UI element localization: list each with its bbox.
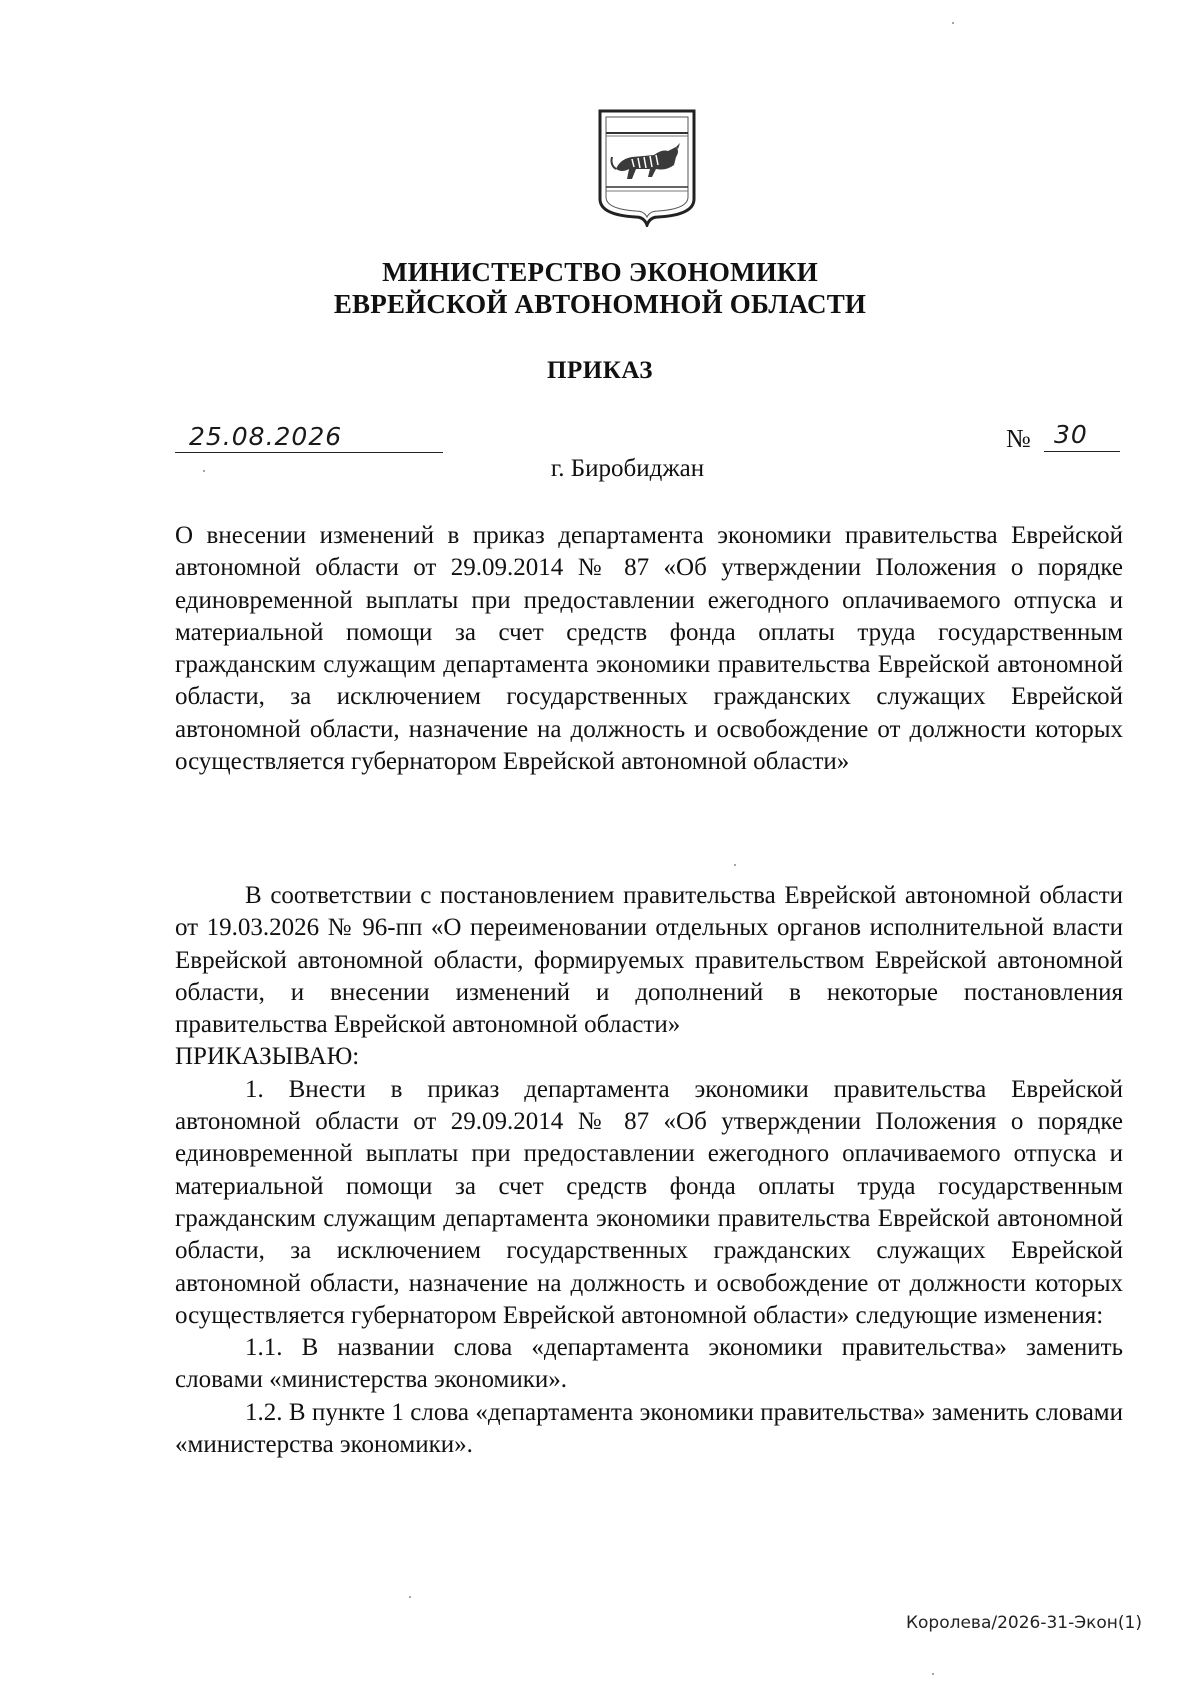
item-1-1-paragraph: 1.1. В названии слова «департамента экономики правительства» заменить словами «министерства экономики».	[175, 1334, 1123, 1394]
scan-speck	[952, 22, 954, 24]
order-word: ПРИКАЗЫВАЮ:	[175, 1043, 360, 1071]
handwritten-number: 30	[1054, 420, 1088, 449]
ministry-name-line2: ЕВРЕЙСКОЙ АВТОНОМНОЙ ОБЛАСТИ	[333, 289, 867, 319]
subject-paragraph: О внесении изменений в приказ департамента экономики правительства Еврейской автономной области от 29.09.2014 № 87 «Об утверждении Положения о порядке единовременной выплаты при предоставлении ежегодного оплачиваемого отпуска и материальной помощи за счет средств фонда оплаты труда государственным гражданским служащим департамента экономики правительства Еврейской автономной области, за исключением государственных гражданских служащих Еврейской автономной области, назначение на должность и освобождение от должности которых осуществляется губернатором Еврейской автономной области»	[175, 522, 1123, 776]
item-1-2-paragraph: 1.2. В пункте 1 слова «департамента экономики правительства» заменить словами «министерства экономики».	[175, 1398, 1123, 1459]
number-sign: №	[1006, 424, 1031, 453]
scan-speck	[409, 1596, 411, 1598]
scan-speck	[932, 1673, 934, 1675]
scan-speck	[734, 864, 736, 866]
number-field	[1006, 420, 1126, 452]
number-underline	[1044, 420, 1120, 452]
document-type: ПРИКАЗ	[547, 357, 653, 384]
city-name: г. Биробиджан	[550, 455, 705, 482]
preamble-paragraph: В соответствии с постановлением правительства Еврейской автономной области от 19.03.2026 № 96-пп «О переименовании отдельных органов исполнительной власти Еврейской автономной области, формируемых правительством Еврейской автономной области, и внесении изменений и дополнений в некоторые постановления правительства Еврейской автономной области»	[175, 882, 1123, 1039]
scan-speck	[203, 470, 205, 472]
coat-of-arms-icon	[596, 107, 698, 227]
handwritten-date: 25.08.2026	[189, 422, 343, 451]
ministry-name	[0, 256, 1200, 320]
ministry-name-line1: МИНИСТЕРСТВО ЭКОНОМИКИ	[382, 257, 818, 287]
order-body	[175, 880, 1123, 1461]
date-field	[175, 420, 443, 453]
item-1-paragraph: 1. Внести в приказ департамента экономики правительства Еврейской автономной области от 29.09.2014 № 87 «Об утверждении Положения о порядке единовременной выплаты при предоставлении ежегодного оплачиваемого отпуска и материальной помощи за счет средств фонда оплаты труда государственным гражданским служащим департамента экономики правительства Еврейской автономной области, за исключением государственных гражданских служащих Еврейской автономной области, назначение на должность и освобождение от должности которых осуществляется губернатором Еврейской автономной области» следующие изменения:	[175, 1075, 1123, 1329]
document-code: Королева/2026-31-Экон(1)	[905, 1613, 1142, 1633]
